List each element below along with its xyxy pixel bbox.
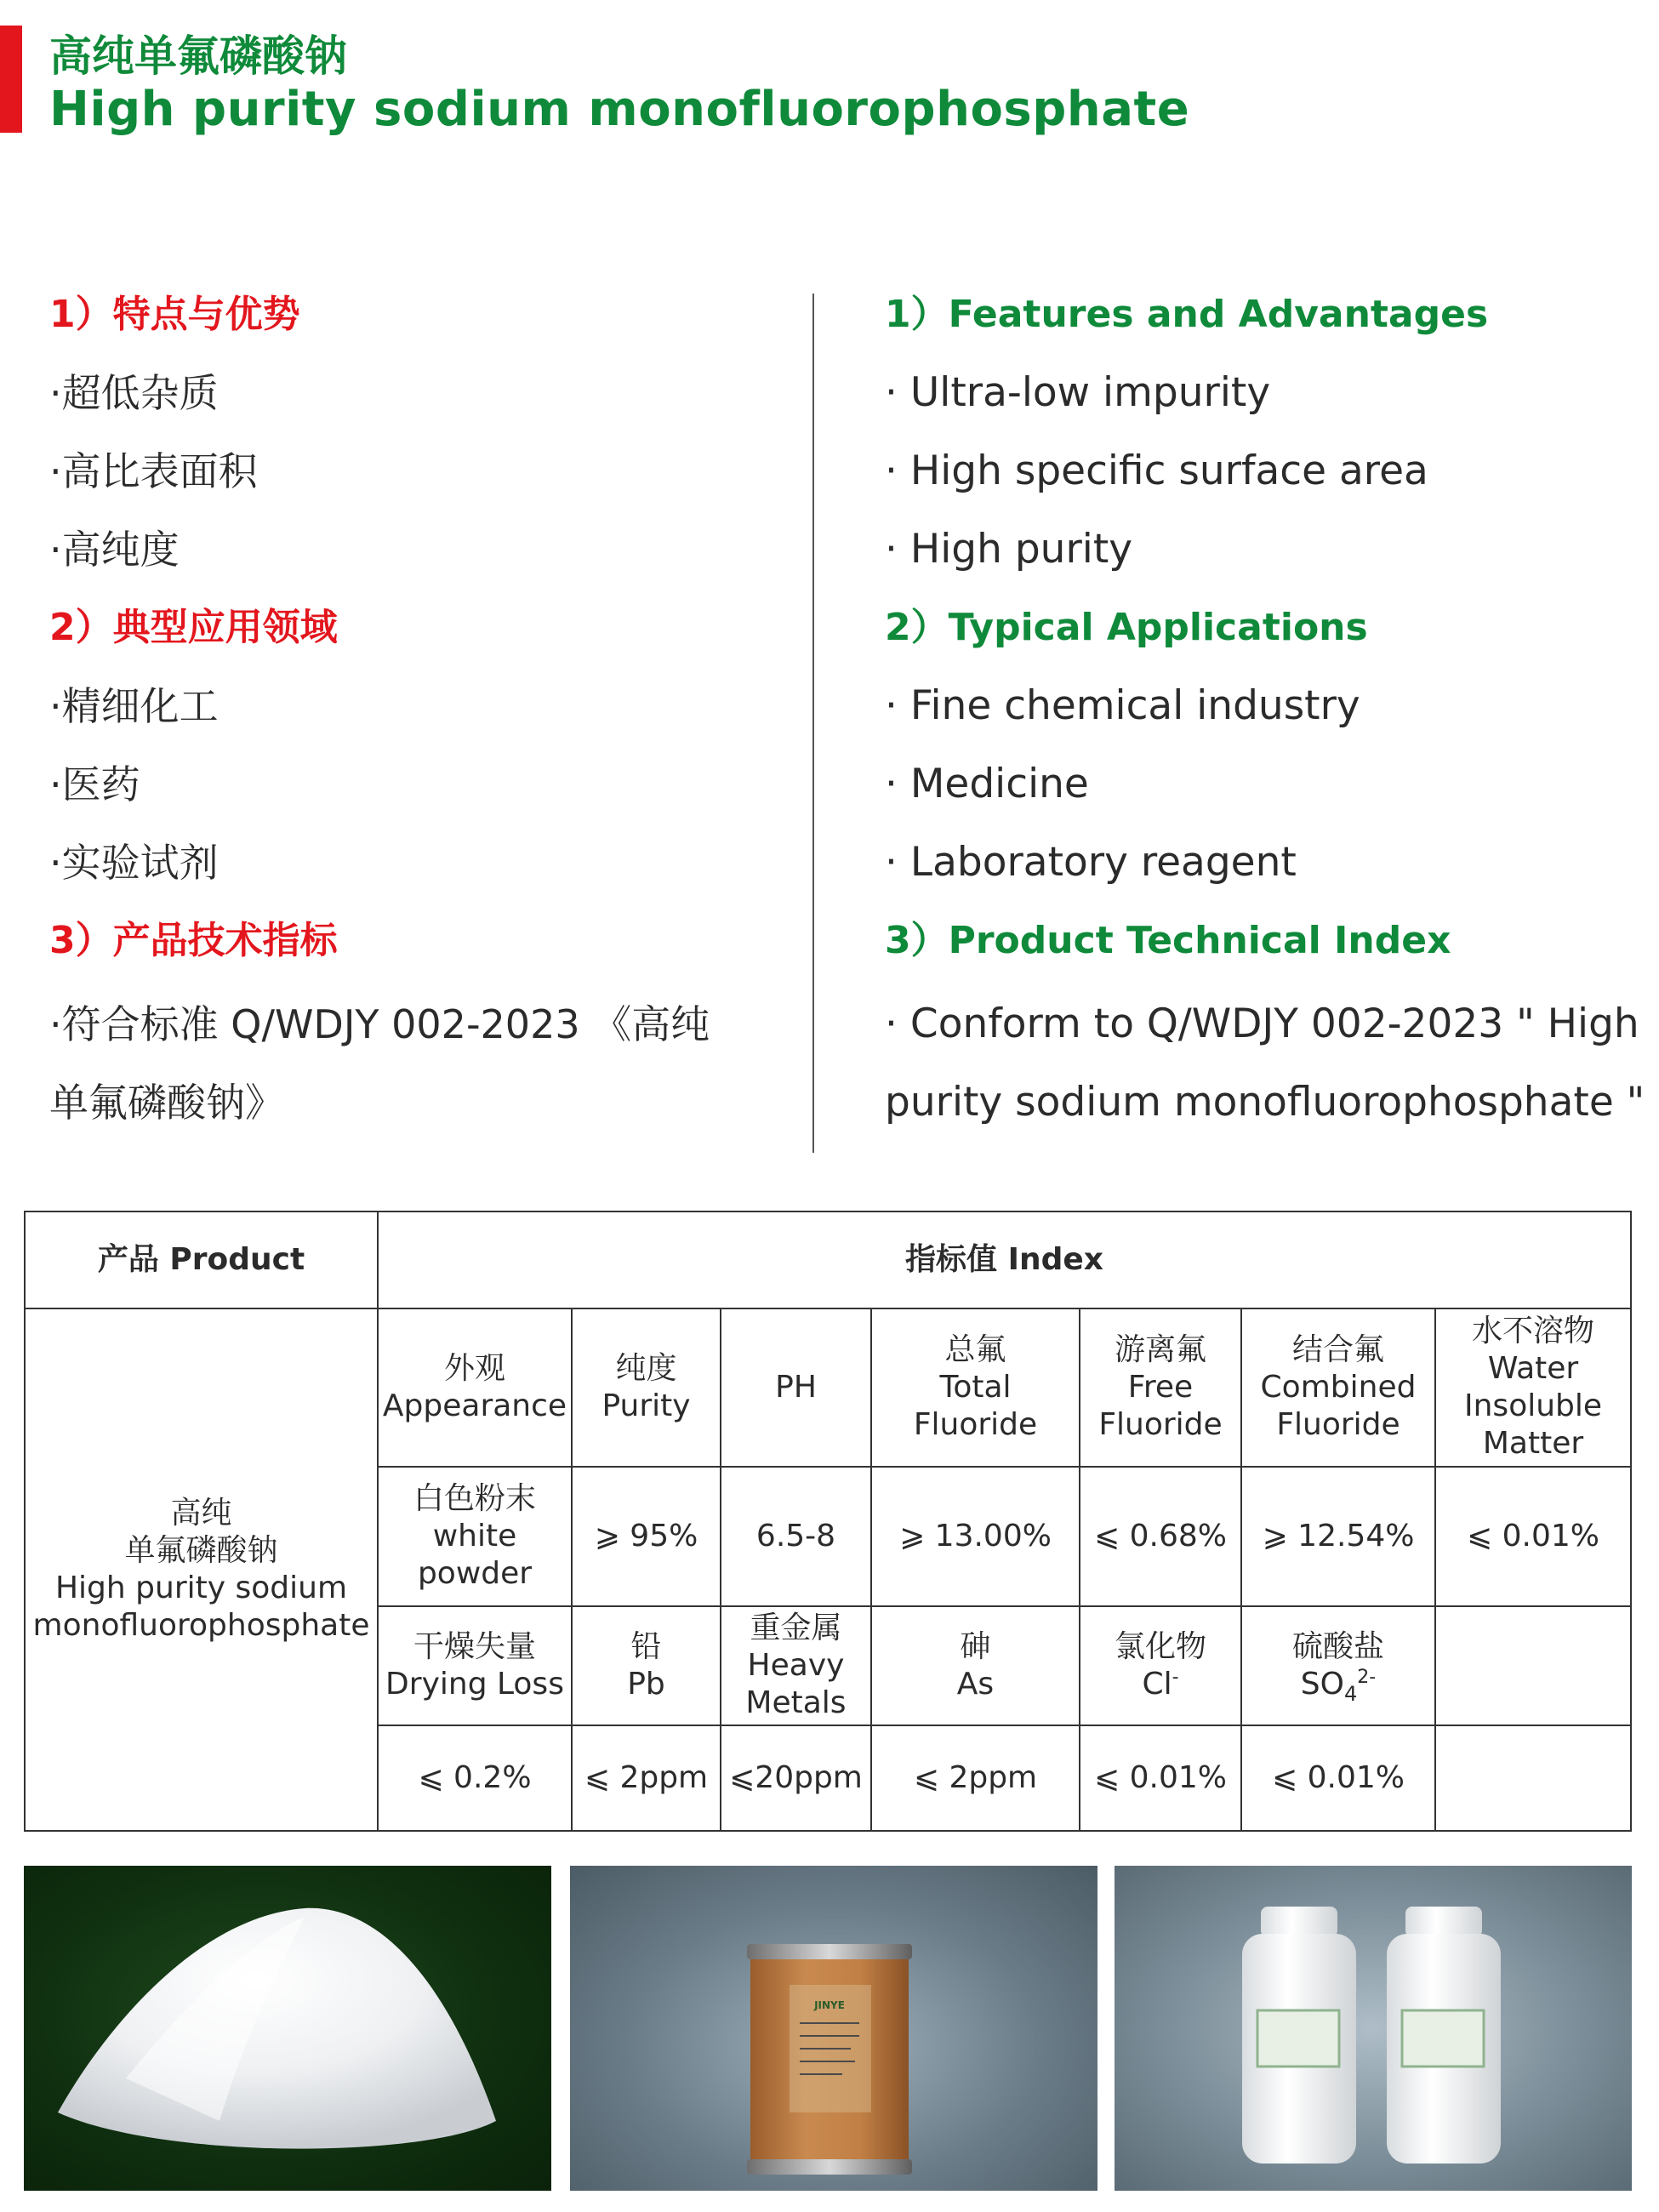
index-text-en-line1: · Conform to Q/WDJY 002-2023 " High — [885, 1001, 1639, 1047]
header-index: 指标值 Index — [378, 1211, 1631, 1308]
powder-pile-image — [24, 1866, 551, 2191]
table-cell-purity-header: 纯度 Purity — [572, 1308, 721, 1467]
index-text-cn-line2: 单氟磷酸钠》 — [49, 1080, 284, 1126]
right-column — [885, 281, 1650, 1142]
product-name-line: High purity sodium — [54, 1571, 348, 1605]
application-item-en: · Fine chemical industry — [885, 682, 1360, 729]
table-cell-total-fluoride-value: ⩾ 13.00% — [871, 1467, 1080, 1606]
table-cell-total-fluoride-header: 总氟 Total Fluoride — [871, 1308, 1080, 1467]
drum-photo — [570, 1866, 1097, 2191]
feature-item-en: · Ultra-low impurity — [885, 369, 1271, 416]
feature-item-en: · High specific surface area — [885, 448, 1428, 494]
fiber-drum-image — [570, 1866, 1097, 2191]
powder-photo — [24, 1866, 551, 2191]
applications-heading-en: 2）Typical Applications — [885, 606, 1368, 649]
table-cell-lead-value: ⩽ 2ppm — [572, 1725, 721, 1831]
table-cell-water-insoluble-value: ⩽ 0.01% — [1435, 1467, 1631, 1606]
table-cell-drying-loss-value: ⩽ 0.2% — [378, 1725, 572, 1831]
application-item-en: · Medicine — [885, 761, 1089, 807]
bottles-image — [1115, 1866, 1632, 2191]
table-cell-empty — [1435, 1725, 1631, 1831]
table-cell-combined-fluoride-header: 结合氟 Combined Fluoride — [1241, 1308, 1435, 1467]
table-cell-empty — [1435, 1606, 1631, 1725]
application-item-en: · Laboratory reagent — [885, 839, 1297, 886]
table-header-row — [25, 1211, 1631, 1308]
product-name-cell — [25, 1308, 378, 1831]
table-cell-purity-value: ⩾ 95% — [572, 1467, 721, 1606]
left-column — [49, 281, 798, 1142]
applications-heading-cn: 2）典型应用领域 — [49, 606, 338, 649]
index-heading-en: 3）Product Technical Index — [885, 919, 1451, 962]
application-item-cn: ·医药 — [49, 761, 140, 807]
product-name-line: 高纯 — [170, 1496, 232, 1531]
product-name-line: monofluorophosphate — [32, 1608, 370, 1643]
table-cell-water-insoluble-header: 水不溶物 Water Insoluble Matter — [1435, 1308, 1631, 1467]
bottles-photo — [1115, 1866, 1632, 2191]
index-text-en-line2: purity sodium monofluorophosphate " — [885, 1079, 1645, 1126]
table-cell-combined-fluoride-value: ⩾ 12.54% — [1241, 1467, 1435, 1606]
spec-table — [24, 1211, 1632, 1832]
table-cell-sulfate-value: ⩽ 0.01% — [1241, 1725, 1435, 1831]
table-cell-ph-value: 6.5-8 — [721, 1467, 871, 1606]
table-cell-lead-header: 铅 Pb — [572, 1606, 721, 1725]
table-cell-drying-loss-header: 干燥失量 Drying Loss — [378, 1606, 572, 1725]
index-text-cn-line1: ·符合标准 Q/WDJY 002-2023 《高纯 — [49, 1001, 710, 1047]
table-cell-sulfate-header: 硫酸盐 $SO_4^{2-}$ — [1241, 1606, 1435, 1725]
table-cell-chloride-value: ⩽ 0.01% — [1080, 1725, 1241, 1831]
features-heading-cn: 1）特点与优势 — [49, 293, 300, 336]
page-title-cn: 高纯单氟磷酸钠 — [49, 31, 347, 81]
table-cell-appearance-header: 外观 Appearance — [378, 1308, 572, 1467]
table-cell-appearance-value: 白色粉末 white powder — [378, 1467, 572, 1606]
feature-item-cn: ·超低杂质 — [49, 370, 219, 416]
features-heading-en: 1）Features and Advantages — [885, 293, 1489, 336]
application-item-cn: ·精细化工 — [49, 683, 219, 729]
header-product: 产品 Product — [25, 1211, 378, 1308]
table-cell-arsenic-value: ⩽ 2ppm — [871, 1725, 1080, 1831]
application-item-cn: ·实验试剂 — [49, 840, 219, 886]
table-row — [25, 1308, 1631, 1467]
index-heading-cn: 3）产品技术指标 — [49, 919, 338, 962]
drum-label-brand: JINYE — [814, 1999, 845, 2011]
table-cell-chloride-header: 氯化物 Cl- — [1080, 1606, 1241, 1725]
column-divider — [812, 294, 814, 1153]
feature-item-cn: ·高纯度 — [49, 527, 180, 573]
page-title-en: High purity sodium monofluorophosphate — [49, 82, 1190, 137]
table-cell-arsenic-header: 砷 As — [871, 1606, 1080, 1725]
table-cell-free-fluoride-header: 游离氟 Free Fluoride — [1080, 1308, 1241, 1467]
feature-item-en: · High purity — [885, 526, 1133, 573]
feature-item-cn: ·高比表面积 — [49, 448, 258, 494]
table-cell-heavy-metals-value: ⩽20ppm — [721, 1725, 871, 1831]
table-cell-ph-header: PH — [721, 1308, 871, 1467]
table-cell-heavy-metals-header: 重金属 Heavy Metals — [721, 1606, 871, 1725]
product-name-line: 单氟磷酸钠 — [124, 1533, 278, 1568]
title-accent-bar — [0, 26, 22, 133]
table-cell-free-fluoride-value: ⩽ 0.68% — [1080, 1467, 1241, 1606]
